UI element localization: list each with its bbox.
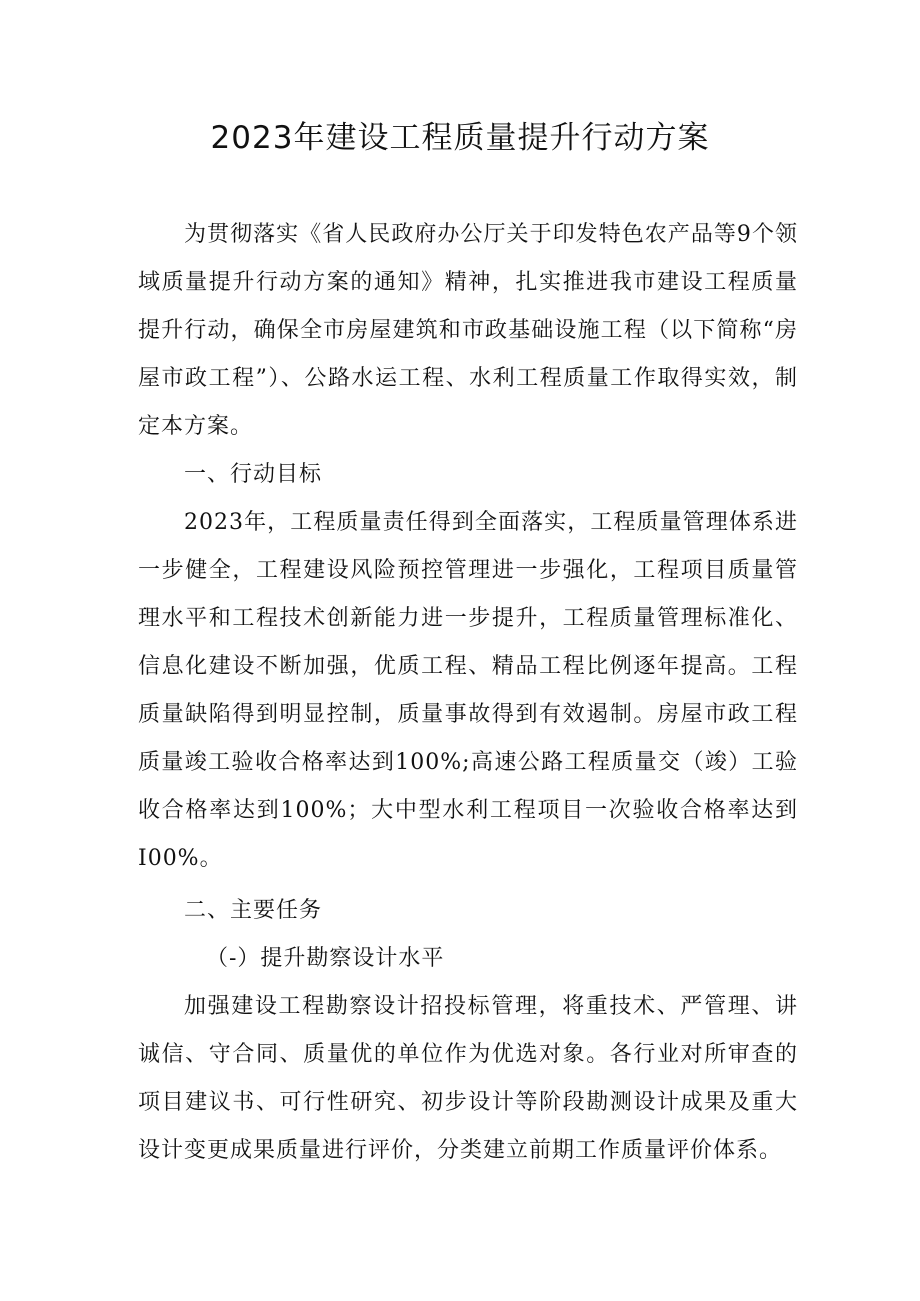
intro-paragraph: 为贯彻落实《省人民政府办公厅关于印发特色农产品等9个领域质量提升行动方案的通知》精神，扎实推进我市建设工程质量提升行动，确保全市房屋建筑和市政基础设施工程（以下简称“房屋市政工程”）、公路水运工程、水利工程质量工作取得实效，制定本方案。 [138, 222, 798, 439]
section-heading-goals: 一、行动目标 [184, 462, 323, 487]
subsection-heading-survey-design: （-）提升勘察设计水平 [206, 946, 445, 971]
goals-paragraph: 2023年，工程质量责任得到全面落实，工程质量管理体系进一步健全，工程建设风险预控管理进一步强化，工程项目质量管理水平和工程技术创新能力进一步提升，工程质量管理标准化、信息化建设不断加强，优质工程、精品工程比例逐年提高。工程质量缺陷得到明显控制，质量事故得到有效遏制。房屋市政工程质量竣工验收合格率达到100%;高速公路工程质量交（竣）工验收合格率达到100%；大中型水利工程项目一次验收合格率达到I00%。 [138, 510, 798, 871]
document-body [138, 211, 798, 1175]
document-title: 2023年建设工程质量提升行动方案 [210, 120, 710, 156]
survey-design-paragraph: 加强建设工程勘察设计招投标管理，将重技术、严管理、讲诚信、守合同、质量优的单位作为优选对象。各行业对所审查的项目建议书、可行性研究、初步设计等阶段勘测设计成果及重大设计变更成果质量进行评价，分类建立前期工作质量评价体系。 [138, 994, 798, 1163]
section-heading-tasks: 二、主要任务 [184, 898, 323, 923]
